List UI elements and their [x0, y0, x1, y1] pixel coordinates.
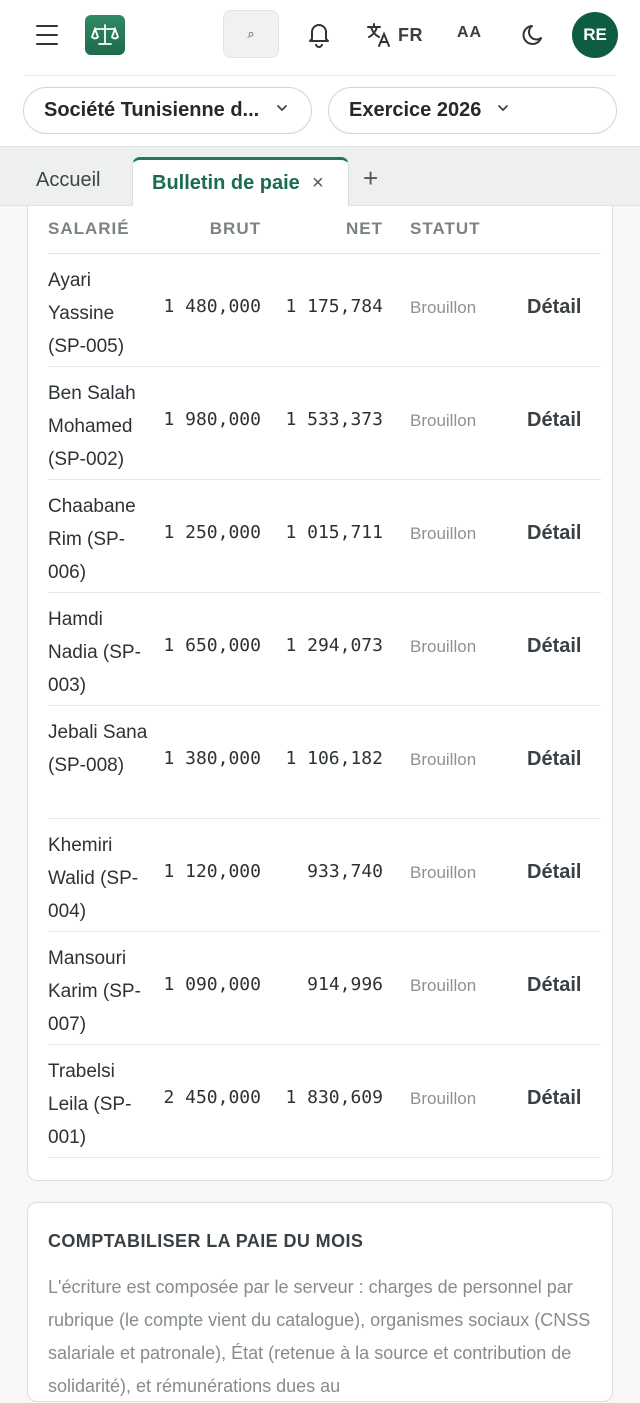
table-row: [48, 593, 601, 706]
tab-payslip[interactable]: [132, 157, 349, 208]
net-amount: 1 294,073: [285, 635, 383, 656]
detail-link[interactable]: Détail: [527, 296, 582, 318]
table-row: [48, 1045, 601, 1158]
column-header-net[interactable]: NET: [346, 219, 383, 238]
status-badge: Brouillon: [410, 750, 477, 769]
gross-amount: 1 980,000: [163, 409, 261, 430]
chevron-down-icon: [496, 101, 510, 115]
status-badge: Brouillon: [410, 298, 477, 317]
section-description: L'écriture est composée par le serveur : charges de personnel par rubrique (le compte vient du catalogue), organismes sociaux (CNSS salariale et patronale), État (retenue à la source et contribution de solidarité), et rémunérations dues au: [48, 1277, 591, 1396]
tab-home[interactable]: Accueil: [36, 169, 101, 191]
table-row: [48, 706, 601, 819]
close-icon[interactable]: ×: [312, 172, 324, 194]
column-header-status[interactable]: STATUT: [410, 219, 481, 238]
moon-icon[interactable]: [521, 22, 547, 48]
status-badge: Brouillon: [410, 863, 477, 882]
divider: [24, 75, 616, 76]
employee-name: Ayari Yassine (SP-005): [48, 270, 125, 357]
status-badge: Brouillon: [410, 976, 477, 995]
gross-amount: 1 120,000: [163, 861, 261, 882]
language-switcher[interactable]: [366, 21, 423, 49]
status-badge: Brouillon: [410, 411, 477, 430]
gross-amount: 1 090,000: [163, 974, 261, 995]
tab-payslip-label: Bulletin de paie: [152, 172, 300, 194]
status-badge: Brouillon: [410, 524, 477, 543]
employee-name: Mansouri Karim (SP-007): [48, 948, 141, 1035]
employee-name: Jebali Sana (SP-008): [48, 722, 148, 776]
section-title: COMPTABILISER LA PAIE DU MOIS: [48, 1231, 364, 1251]
gross-amount: 1 480,000: [163, 296, 261, 317]
table-row: [48, 932, 601, 1045]
company-selector-label: Société Tunisienne d...: [44, 99, 260, 121]
column-header-gross[interactable]: BRUT: [209, 219, 261, 238]
tabs-bar: [0, 146, 640, 206]
font-size-button[interactable]: AA: [457, 24, 483, 41]
net-amount: 1 830,609: [285, 1087, 383, 1108]
net-amount: 1 106,182: [285, 748, 383, 769]
status-badge: Brouillon: [410, 1089, 477, 1108]
gross-amount: 1 380,000: [163, 748, 261, 769]
top-bar: [0, 0, 640, 146]
language-code: FR: [398, 24, 423, 45]
search-button[interactable]: [223, 10, 279, 58]
table-row: [48, 254, 601, 367]
detail-link[interactable]: Détail: [527, 522, 582, 544]
company-selector[interactable]: [23, 87, 312, 134]
avatar[interactable]: RE: [572, 12, 618, 58]
add-tab-button[interactable]: +: [363, 163, 379, 193]
detail-link[interactable]: Détail: [527, 635, 582, 657]
gross-amount: 1 250,000: [163, 522, 261, 543]
gross-amount: 1 650,000: [163, 635, 261, 656]
scales-icon[interactable]: [85, 15, 125, 55]
fiscal-year-label: Exercice 2026: [349, 99, 482, 121]
detail-link[interactable]: Détail: [527, 861, 582, 883]
table-row: [48, 480, 601, 593]
employee-name: Trabelsi Leila (SP-001): [48, 1061, 132, 1148]
table-header: [48, 206, 601, 254]
table-row: [48, 367, 601, 480]
detail-link[interactable]: Détail: [527, 1087, 582, 1109]
detail-link[interactable]: Détail: [527, 974, 582, 996]
net-amount: 914,996: [307, 974, 383, 995]
fiscal-year-selector[interactable]: [328, 87, 617, 134]
employee-name: Chaabane Rim (SP-006): [48, 496, 136, 583]
detail-link[interactable]: Détail: [527, 748, 582, 770]
gross-amount: 2 450,000: [163, 1087, 261, 1108]
search-icon: ⌕: [247, 26, 255, 41]
detail-link[interactable]: Détail: [527, 409, 582, 431]
menu-icon[interactable]: [36, 25, 58, 45]
payslip-table: [27, 206, 613, 1181]
status-badge: Brouillon: [410, 637, 477, 656]
net-amount: 1 015,711: [285, 522, 383, 543]
employee-name: Khemiri Walid (SP-004): [48, 835, 139, 922]
net-amount: 1 175,784: [285, 296, 383, 317]
bell-icon[interactable]: [305, 20, 333, 48]
column-header-employee[interactable]: SALARIÉ: [48, 219, 130, 238]
chevron-down-icon: [275, 101, 289, 115]
net-amount: 933,740: [307, 861, 383, 882]
employee-name: Hamdi Nadia (SP-003): [48, 609, 141, 696]
net-amount: 1 533,373: [285, 409, 383, 430]
table-row: [48, 819, 601, 932]
translate-icon: [366, 22, 392, 48]
employee-name: Ben Salah Mohamed (SP-002): [48, 383, 136, 470]
post-payroll-card: [27, 1202, 613, 1402]
